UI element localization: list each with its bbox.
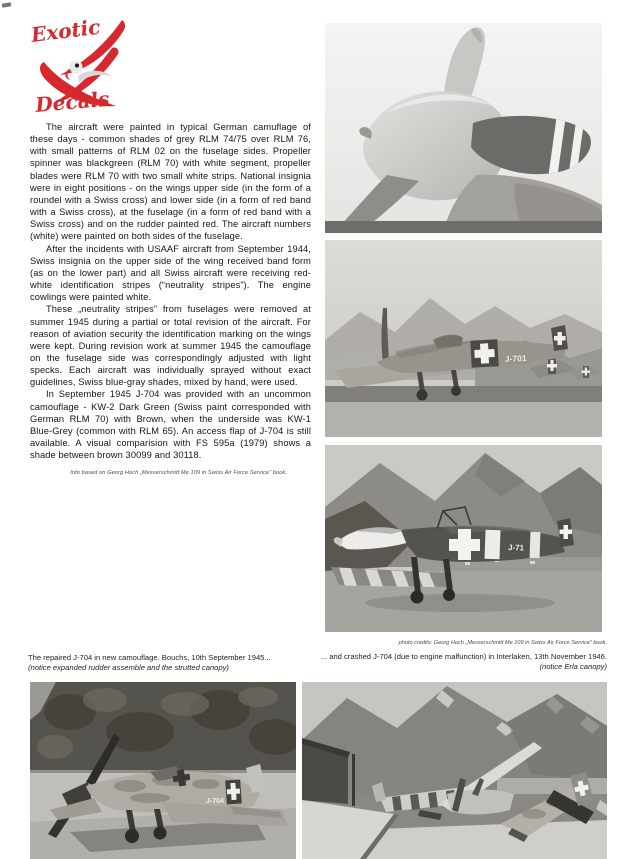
- body-paragraph-3: These „neutrality stripes” from fuselages were removed at summer 1945 during a partial or total revision of the aircraft. For reason of aviation security the identification marking on the wings were kept. During revision work at summer 1945 the camouflage on the fuselage side was correspondingly adjusted with light specks. Each aircraft was individually sprayed without exact guidelines, Swiss blue-gray shades, mixed by hand, were used.: [30, 304, 311, 388]
- wheel: [451, 386, 461, 396]
- caption-left-line2: (notice expanded rudder assemble and the strutted canopy): [28, 662, 229, 672]
- logo-text-decals: Decals: [34, 86, 111, 117]
- white-band: [485, 530, 501, 560]
- caption-left-line1: The repaired J-704 in new camouflage. Bouchs, 10th September 1945...: [28, 653, 271, 662]
- body-paragraph-2: After the incidents with USAAF aircraft from September 1944, Swiss insignia on the upper side of the wing received band form (as on the lower part) and all Swiss aircraft were receiving red-white identification stripes (“neutrality stripes”). The engine cowlings were painted white.: [30, 243, 311, 303]
- caption-right-line2: (notice Erla canopy): [539, 661, 607, 671]
- photo-crashed-j704: [302, 682, 607, 859]
- wheel: [154, 827, 167, 840]
- parrot-eye: [75, 63, 79, 67]
- propeller-closeup-image: [325, 23, 602, 233]
- white-cowling-aircraft-image: [325, 445, 602, 632]
- photo-repaired-j704: [30, 682, 296, 859]
- parrot-swoosh-icon: [24, 18, 134, 120]
- photo-aircraft-lineup: [325, 240, 602, 437]
- body-paragraph-4: In September 1945 J-704 was provided with an uncommon camouflage - KW-2 Dark Green (Swiss paint corresponded with German RLM 70) with Brown, when the underside was KW-1 Blue-Grey (common with RLM 65). An access flap of J-704 is still available. A visual comparision with FS 595a (1979) shows a shade between brown 30099 and 30118.: [30, 389, 311, 461]
- fuselage-code-text: J-704: [206, 798, 224, 805]
- caption-right-line1: ... and crashed J-704 (due to engine malfunction) in Interlaken, 13th November 1946.: [320, 652, 607, 661]
- caption-left: [28, 653, 320, 672]
- crashed-j704-image: [302, 682, 607, 859]
- caption-right: [315, 652, 607, 671]
- logo-text-exotic: Exotic: [29, 18, 102, 47]
- photo-white-cowling-aircraft: [325, 445, 602, 632]
- article-column: [30, 121, 311, 476]
- fuselage-code-text: J-701: [504, 352, 527, 364]
- pole: [352, 754, 355, 806]
- fuselage-code-text: J-71: [507, 543, 525, 553]
- photo-bottom-band: [325, 221, 602, 233]
- wheel: [443, 589, 455, 601]
- info-credit: Info based on Georg Hoch „Messerschmitt Me 109 in Swiss Air Force Service” book.: [70, 470, 287, 477]
- photo-credit: photo credits: Georg Hoch „Messerschmitt Me 109 in Swiss Air Force Service” book.: [398, 640, 607, 646]
- exotic-decals-logo: [24, 18, 134, 120]
- wheel: [125, 829, 139, 843]
- body-paragraph-1: The aircraft were painted in typical German camuflage of these days - common shades of grey RLM 74/75 over RLM 76, with small patterns of RLM 02 on the fuselage sides. Propeller spinner was blackgreen (RLM 70) with white segment, propeller blades were RLM 70 with two small white strips. National insignia were in eight positions - on the wings upper side (in the form of a roundel with a Swiss cross) and lower side (in a form of red band with a Swiss cross), at the fuselage (in a form of red band with a Swiss cross) and on the rudder painted red. The aircraft numbers (white) were painted on both sides of the fuselage.: [30, 122, 311, 242]
- wheel: [417, 390, 428, 401]
- photo-propeller-closeup: [325, 23, 602, 233]
- taxiway-foreground: [325, 402, 602, 437]
- aircraft-lineup-image: [325, 240, 602, 437]
- white-stripe: [530, 532, 541, 558]
- repaired-j704-image: [30, 682, 296, 859]
- trim-mark: [2, 2, 12, 8]
- wheel: [411, 591, 424, 604]
- aircraft-shadow: [365, 594, 555, 612]
